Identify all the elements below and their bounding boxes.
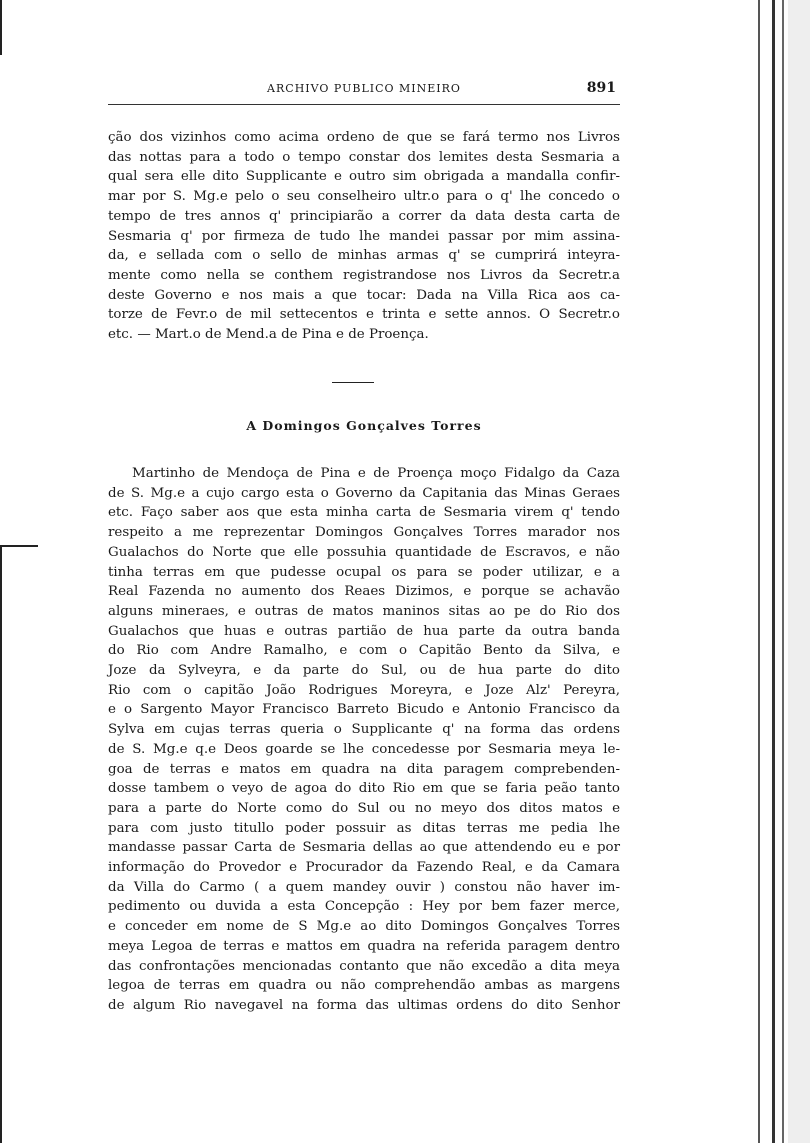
scan-edge-right [772,0,775,1143]
text-line: alguns mineraes, e outras de matos maninos sitas ao pe do Rio dos [108,603,620,619]
scan-edge-left [0,0,2,55]
header-rule [108,104,620,105]
text-line: para com justo titullo poder possuir as ditas terras me pedia lhe [108,820,620,836]
text-line: respeito a me reprezentar Domingos Gonçalves Torres marador nos [108,525,620,541]
text-line: pedimento ou duvida a esta Concepção : Hey por bem fazer merce, [108,899,620,915]
text-line: Gualachos que huas e outras partião de hua parte da outra banda [108,623,620,639]
scan-edge-right [788,0,810,1143]
text-line: mandasse passar Carta de Sesmaria dellas ao que attendendo eu e por [108,840,620,856]
text-line: tinha terras em que pudesse ocupal os para se poder utilizar, e a [108,564,620,580]
text-line: Joze da Sylveyra, e da parte do Sul, ou de hua parte do dito [108,663,620,679]
page-number: 891 [586,80,616,96]
text-line: goa de terras e matos em quadra na dita paragem comprebenden- [108,761,620,777]
text-line: tempo de tres annos q' principiarão a correr da data desta carta de [108,208,620,224]
text-line: do Rio com Andre Ramalho, e com o Capitão Bento da Silva, e [108,643,620,659]
text-line: mente como nella se conthem registrandose nos Livros da Secretr.a [108,267,620,283]
text-line: da Villa do Carmo ( a quem mandey ouvir ) constou não haver im- [108,879,620,895]
text-line: mar por S. Mg.e pelo o seu conselheiro ultr.o para o q' lhe concedo o [108,189,620,205]
text-line: e conceder em nome de S Mg.e ao dito Domingos Gonçalves Torres [108,919,620,935]
text-line: meya Legoa de terras e mattos em quadra na referida paragem dentro [108,938,620,954]
scan-edge-left [0,545,2,1143]
text-line: torze de Fevr.o de mil settecentos e trinta e sette annos. O Secretr.o [108,307,620,323]
text-line: informação do Provedor e Procurador da Fazendo Real, e da Camara [108,860,620,876]
text-line: etc. — Mart.o de Mend.a de Pina e de Proença. [108,327,429,343]
text-line: Gualachos do Norte que elle possuhia quantidade de Escravos, e não [108,544,620,560]
text-line: da, e sellada com o sello de minhas armas q' se cumprirá inteyra- [108,248,620,264]
paragraph-continuation [108,128,620,345]
text-line: e o Sargento Mayor Francisco Barreto Bicudo e Antonio Francisco da [108,702,620,718]
text-line: dosse tambem o veyo de agoa do dito Rio em que se faria peão tanto [108,781,620,797]
text-line: legoa de terras em quadra ou não comprehendão ambas as margens [108,978,620,994]
text-line: Sylva em cujas terras queria o Supplicante q' na forma das ordens [108,722,620,738]
text-line: Rio com o capitão João Rodrigues Moreyra, e Joze Alz' Pereyra, [108,682,620,698]
section-separator [332,382,374,383]
text-line: de S. Mg.e a cujo cargo esta o Governo da Capitania das Minas Geraes [108,485,620,501]
text-line: de algum Rio navegavel na forma das ultimas ordens do dito Senhor [108,997,620,1013]
scan-edge-right [758,0,760,1143]
text-line: ção dos vizinhos como acima ordeno de que se fará termo nos Livros [108,130,620,145]
text-line: das confrontações mencionadas contanto que não excedão a dita meya [108,958,620,974]
page-header [110,80,618,100]
text-line: deste Governo e nos mais a que tocar: Dada na Villa Rica aos ca- [108,287,620,303]
text-line: Sesmaria q' por firmeza de tudo lhe mandei passar por mim assina- [108,228,620,244]
text-line: qual sera elle dito Supplicante e outro sim obrigada a mandalla confir- [108,169,620,185]
text-line: etc. Faço saber aos que esta minha carta de Sesmaria virem q' tendo [108,505,620,521]
scan-edge-left [0,545,38,547]
running-title: ARCHIVO PUBLICO MINEIRO [267,82,461,95]
paragraph-sesmaria [108,464,620,1016]
section-title: A Domingos Gonçalves Torres [246,418,482,433]
text-line: de S. Mg.e q.e Deos goarde se lhe concedesse por Sesmaria meya le- [108,741,620,757]
scan-edge-right [782,0,784,1143]
text-line: Real Fazenda no aumento dos Reaes Dizimos, e porque se achavão [108,584,620,600]
text-line: Martinho de Mendoça de Pina e de Proença moço Fidalgo da Caza [132,466,620,481]
text-line: para a parte do Norte como do Sul ou no meyo dos ditos matos e [108,800,620,816]
text-line: das nottas para a todo o tempo constar dos lemites desta Sesmaria a [108,149,620,165]
